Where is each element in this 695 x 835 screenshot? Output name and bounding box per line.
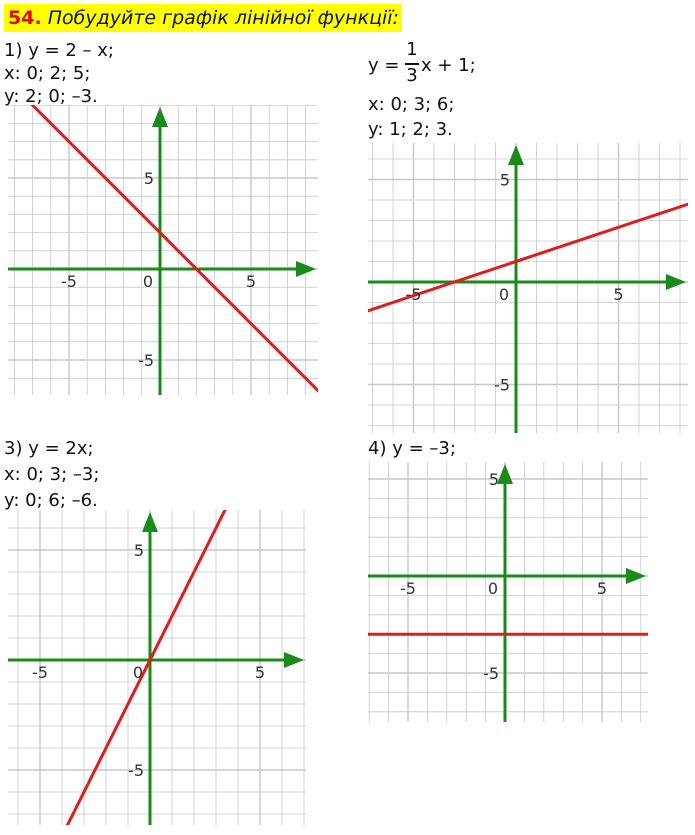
graph-3-svg [8,510,306,825]
task1-x-values: x: 0; 2; 5; [4,63,91,84]
y-tick-label: -5 [138,351,154,370]
y-tick-label: -5 [494,375,510,395]
task3-x-values: x: 0; 3; –3; [4,464,100,485]
y-tick-label: 5 [488,470,499,489]
x-tick-label: 5 [245,272,257,291]
graph-2-svg [368,143,688,433]
x-tick-label: 0 [142,272,154,291]
task2-fraction-numerator: 1 [406,39,418,60]
exercise-title [4,4,402,32]
function-line [14,105,318,395]
graph-1-svg [8,105,318,395]
task2-equation-prefix: y = [368,55,400,76]
x-tick-label: 5 [254,663,266,682]
y-axis-arrow [142,512,158,532]
grid [8,105,318,395]
task4-equation: 4) y = –3; [368,438,456,459]
exercise-instruction: Побудуйте графік лінійної функції: [47,7,399,29]
x-tick-label: 0 [132,663,144,682]
graph-4-svg [368,462,648,722]
task1-y-values: y: 2; 0; –3. [4,86,98,107]
graph-3 [8,510,306,825]
graph-1 [8,105,318,395]
y-tick-label: 5 [133,541,144,560]
exercise-number: 54. [8,7,42,29]
task2-fraction-denominator: 3 [406,65,418,86]
y-tick-label: -5 [128,761,144,780]
task2-equation-suffix: x + 1; [421,55,476,76]
y-axis-arrow [497,464,513,484]
x-tick-label: -5 [32,663,48,682]
y-axis-arrow [508,145,524,165]
x-axis-arrow [666,274,686,290]
task2-x-values: x: 0; 3; 6; [368,94,455,115]
y-axis-arrow [152,107,168,127]
y-tick-label: 5 [499,170,510,190]
graph-2 [368,143,688,433]
x-tick-label: -5 [405,285,422,304]
graph-4 [368,462,648,722]
y-tick-label: 5 [143,169,154,188]
task3-equation: 3) y = 2x; [4,438,94,459]
x-axis-arrow [626,568,646,584]
x-axis-arrow [284,652,304,668]
y-tick-label: -5 [483,664,499,683]
x-tick-label: 0 [498,285,510,304]
task1-equation: 1) y = 2 – x; [4,40,114,61]
x-tick-label: 0 [487,579,499,598]
x-tick-label: 5 [613,285,624,304]
x-tick-label: -5 [61,272,77,291]
task3-y-values: y: 0; 6; –6. [4,490,98,511]
x-tick-label: -5 [400,579,416,598]
x-tick-label: 5 [596,579,608,598]
function-line [368,159,688,350]
task2-y-values: y: 1; 2; 3. [368,119,453,140]
